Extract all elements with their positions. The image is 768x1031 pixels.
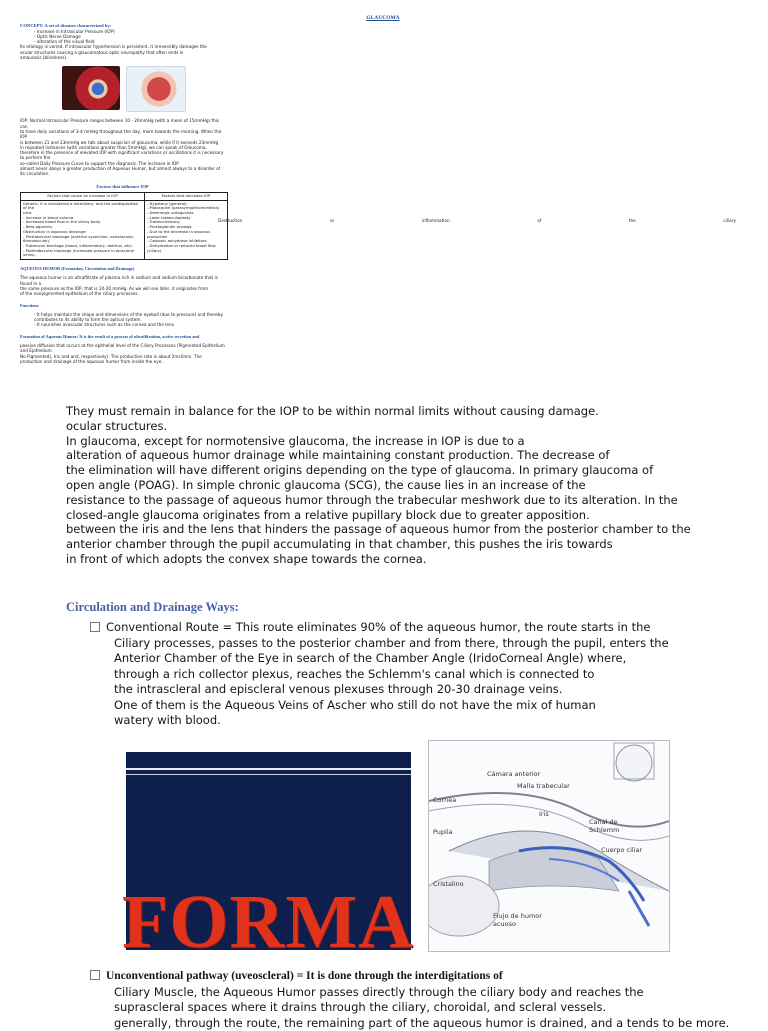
aqueous-line: The aqueous humor is an ultrafiltrate of plasma rich in sodium and sodium bicarbonate that is found in a: [20, 275, 225, 286]
slide-title-text: FORMA: [122, 884, 414, 960]
eye-cross-section-image: [126, 66, 186, 112]
iop-line: its circulation.: [20, 171, 225, 176]
aqueous-line: of the nonpigmented epithelium of the ciliary processes.: [20, 291, 225, 296]
factor-item: - Laser trabeculoplasty: [147, 216, 225, 221]
spread-word: or: [330, 218, 334, 223]
factor-item: - Due to the decrease in aqueous production: [147, 230, 225, 239]
unconventional-line: suprascleral spaces where it drains through the ciliary, choroidal, and scleral vessels.: [114, 1000, 740, 1016]
factor-item: - Hypotony (general):: [147, 202, 225, 207]
concept-list: [20, 29, 746, 45]
formation-line: No Pigmented), Iris and and, respectively). The production rate is about 2mcl/min. The: [20, 354, 225, 359]
spread-word: inflammation: [422, 218, 450, 223]
concept-para: ocular structures causing a glaucomatous optic neuropathy that often ends in: [20, 50, 215, 55]
diagram-label: Cuerpo ciliar: [601, 847, 642, 855]
checkbox-bullet-icon: [90, 622, 100, 632]
slide-rule: [126, 768, 411, 770]
factor-item: - Pretrabecular blockage (anterior synechiae, neovascular, fibrovascular).: [23, 235, 142, 244]
iop-line: therefore in the presence of elevated IOP with significant variations or oscillations it is necessary to perform the: [20, 150, 225, 161]
concept-para: Its etiology is varied. If intraocular hypertension is persistent, it irreversibly damages the: [20, 44, 215, 49]
conventional-line: One of them is the Aqueous Veins of Ascher who still do not have the mix of human: [114, 698, 740, 714]
conventional-line: the intrascleral and episcleral venous plexuses through 20-30 drainage veins.: [114, 682, 740, 698]
eye-drainage-diagram: [428, 740, 670, 952]
factor-item: Obstruction in aqueous drainage:: [23, 230, 142, 235]
diagram-label: Cámara anterior: [487, 771, 540, 779]
conventional-line: Conventional Route = This route eliminates 90% of the aqueous humor, the route starts in the: [106, 620, 650, 634]
concept-item: - Optic Nerve Damage: [34, 34, 229, 39]
slide-rule: [126, 774, 411, 775]
unconventional-line: generally, through the route, the remaining part of the aqueous humor is drained, and a tends to be more.: [114, 1016, 740, 1031]
iop-line: almost never obeys a greater production of Aqueous Humor, but almost always to a disorder of: [20, 166, 225, 171]
diagram-label: Canal de Schlemm: [589, 819, 649, 834]
factor-item: - Increased blood flow in the ciliary body.: [23, 220, 142, 225]
formation-line: passive diffusion that occurs at the epithelial level of the Ciliary Processes (Pigmented Epithelium and Epithelium: [20, 343, 225, 354]
iop-line: so-called Daily Pressure Curve to support the diagnosis. The increase in IOP: [20, 161, 225, 166]
iop-paragraph: [20, 118, 225, 176]
factor-item: Genetic: it is considered a hereditary, and the predisposition of the: [23, 202, 142, 211]
factor-item: - Dehydration or reduced blood flow: [147, 244, 225, 249]
conventional-line: watery with blood.: [114, 713, 740, 729]
body-line: resistance to the passage of aqueous humor through the trabecular meshwork due to its alteration. In the: [66, 493, 756, 508]
factors-table: [20, 192, 228, 260]
function-item: contributes to its ability to form the optical system.: [34, 317, 239, 322]
body-line: closed-angle glaucoma originates from a relative pupillary block due to greater apposition.: [66, 508, 756, 523]
formation-line: production and drainage of the aqueous humor from inside the eye.: [20, 359, 225, 364]
unconventional-route-bullet: [90, 968, 740, 1031]
factor-item: race.: [23, 211, 142, 216]
factors-title: Factors that influence IOP: [20, 184, 225, 189]
factors-header: Factors that decrease IOP: [144, 192, 227, 200]
document-title: GLAUCOMA: [20, 16, 746, 21]
function-item: - It helps maintain the shape and dimensions of the eyeball (due to pressure) and thereby: [34, 312, 239, 317]
factor-item: - Prostaglandin analogs: [147, 225, 225, 230]
factors-increase-cell: [21, 200, 145, 259]
iop-line: to have daily variations of 3-4 mmHg throughout the day, more towards the morning. When the IOP: [20, 129, 225, 140]
iop-line: IOP: Normal Intraocular Pressure ranges between 10 - 20mmHg (with a mean of 15mmHg) this can: [20, 118, 225, 129]
body-paragraph: [66, 404, 756, 567]
spread-word: Destruction: [218, 218, 242, 223]
diagram-label: Flujo de humor acuoso: [493, 913, 563, 928]
factor-item: - Beta-agonists.: [23, 225, 142, 230]
iop-line: is between 21 and 23mmHg we talk about suspicion of glaucoma, while if it exceeds 23mmHg: [20, 140, 225, 145]
body-line: in front of which adopts the convex shape towards the cornea.: [66, 552, 756, 567]
spread-word: the: [629, 218, 636, 223]
function-item: - It nourishes avascular structures such as the cornea and the lens.: [34, 322, 239, 327]
conventional-line: Ciliary processes, passes to the posterior chamber and from there, through the pupil, enters the: [114, 636, 740, 652]
body-line: ocular structures.: [66, 419, 756, 434]
justified-spread-line: [218, 218, 736, 223]
factor-item: - Carbonic anhydrase inhibitors: [147, 239, 225, 244]
body-line: In glaucoma, except for normotensive glaucoma, the increase in IOP is due to a: [66, 434, 756, 449]
formation-paragraph: [20, 343, 225, 364]
checkbox-bullet-icon: [90, 970, 100, 980]
concept-para: amaurosis (blindness).: [20, 55, 215, 60]
factors-decrease-cell: [144, 200, 227, 259]
body-line: open angle (POAG). In simple chronic glaucoma (SCG), the cause lies in an increase of the: [66, 478, 756, 493]
factor-item: - Trabeculectomy: [147, 220, 225, 225]
small-page: [20, 16, 746, 364]
spread-word: of: [537, 218, 541, 223]
factor-item: - Trabecular blockage (blood, inflammatory, detritus, etc).: [23, 244, 142, 249]
factor-item: - Pilocarpine (parasympathomimetics): [147, 206, 225, 211]
formation-label: Formation of Aqueous Humor: It is the result of a process of ultrafiltration, active secretion and: [20, 334, 746, 339]
conventional-line: Anterior Chamber of the Eye in search of the Chamber Angle (IridoCorneal Angle) where,: [114, 651, 740, 667]
body-line: anterior chamber through the pupil accumulating in that chamber, this pushes the iris towards: [66, 537, 756, 552]
concept-item: - alteration of the visual field: [34, 39, 229, 44]
aqueous-title: AQUEOUS HUMOR (Formation, Circulation and Drainage): [20, 266, 746, 271]
body-line: They must remain in balance for the IOP to be within normal limits without causing damage.: [66, 404, 756, 419]
functions-list: [20, 312, 239, 328]
factor-item: - Increase in blood volume.: [23, 216, 142, 221]
diagram-label: Malla trabecular: [517, 783, 570, 791]
factor-item: - Posttrabecular blockage (increased pressure in episcleral veins).: [23, 249, 142, 258]
concept-label: CONCEPT: A set of diseases characterized by:: [20, 23, 746, 28]
unconventional-line: Ciliary Muscle, the Aqueous Humor passes directly through the ciliary body and reaches the: [114, 985, 740, 1001]
conventional-line: through a rich collector plexus, reaches the Schlemm's canal which is connected to: [114, 667, 740, 683]
factor-item: - Adrenergic antagonists: [147, 211, 225, 216]
iop-line: in repeated instances (with variations greater than 5mmHg), we can speak of Glaucoma,: [20, 145, 225, 150]
eye-images: [62, 66, 746, 112]
diagram-label: Iris: [539, 811, 549, 819]
body-line: between the iris and the lens that hinders the passage of aqueous humor from the posterior chamber to the: [66, 522, 756, 537]
aqueous-paragraph: [20, 275, 225, 296]
concept-item: - Increase in Intraocular Pressure (IOP): [34, 29, 229, 34]
aqueous-line: the same pressure as the IOP, that is 10-20 mmHg. As we will see later, it originates from: [20, 286, 225, 291]
spread-word: ciliary: [723, 218, 736, 223]
factors-header: Factors that cause an increase in IOP: [21, 192, 145, 200]
eye-fundus-image: [62, 66, 120, 110]
unconventional-heading: Unconventional pathway (uveoscleral) = It is done through the interdigitations of: [106, 970, 503, 982]
body-line: the elimination will have different origins depending on the type of glaucoma. In primary glaucoma of: [66, 463, 756, 478]
diagram-label: Pupila: [433, 829, 453, 837]
conventional-route-bullet: [90, 620, 740, 729]
body-line: alteration of aqueous humor drainage while maintaining constant production. The decrease of: [66, 448, 756, 463]
functions-label: Functions: [20, 303, 746, 308]
factor-item: (ciliary): [147, 249, 225, 254]
circulation-title: Circulation and Drainage Ways:: [66, 600, 239, 615]
diagram-label: Cristalino: [433, 881, 464, 889]
diagram-label: Cornea: [433, 797, 456, 805]
